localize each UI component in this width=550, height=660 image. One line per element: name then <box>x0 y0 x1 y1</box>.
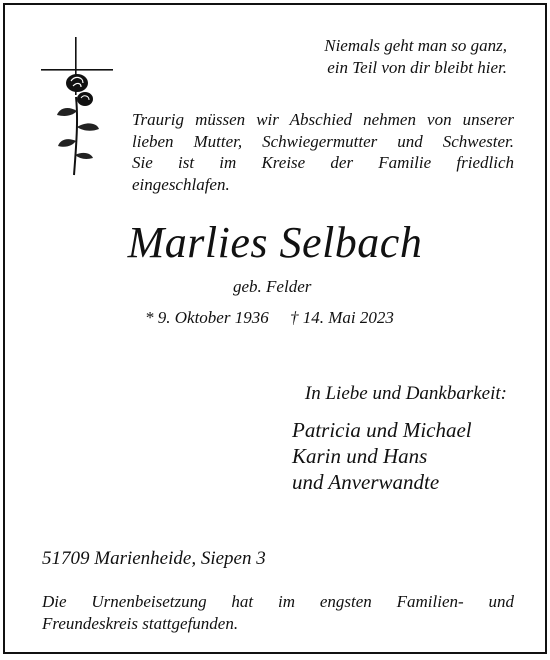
cross-with-rose-icon <box>41 37 113 177</box>
notice-line: Freundeskreis stattgefunden. <box>42 613 239 633</box>
signatory-name: Patricia und Michael <box>292 418 472 442</box>
birth-name: geb. Felder <box>233 277 312 296</box>
intro-text <box>132 109 514 195</box>
burial-notice <box>42 591 514 634</box>
intro-line: Traurig müssen wir Abschied nehmen von unserer <box>132 110 514 129</box>
signatory-name: und Anverwandte <box>292 470 440 494</box>
signatories-heading: In Liebe und Dankbarkeit: <box>304 383 507 404</box>
deceased-name: Marlies Selbach <box>127 218 423 267</box>
signatory-name: Karin und Hans <box>292 444 428 468</box>
motto-line: ein Teil von dir bleibt hier. <box>327 58 507 77</box>
notice-line: Die Urnenbeisetzung hat im engsten Familien- und <box>42 592 514 611</box>
motto-verse <box>324 35 507 79</box>
signatories-list <box>292 417 472 495</box>
life-dates: * 9. Oktober 1936 † 14. Mai 2023 <box>145 308 394 327</box>
obituary-card <box>3 3 547 654</box>
address: 51709 Marienheide, Siepen 3 <box>42 548 266 569</box>
motto-line: Niemals geht man so ganz, <box>324 36 507 55</box>
intro-line: lieben Mutter, Schwiegermutter und Schwester. <box>132 131 514 151</box>
intro-line: eingeschlafen. <box>132 174 230 194</box>
intro-line: Sie ist im Kreise der Familie friedlich <box>132 153 514 172</box>
